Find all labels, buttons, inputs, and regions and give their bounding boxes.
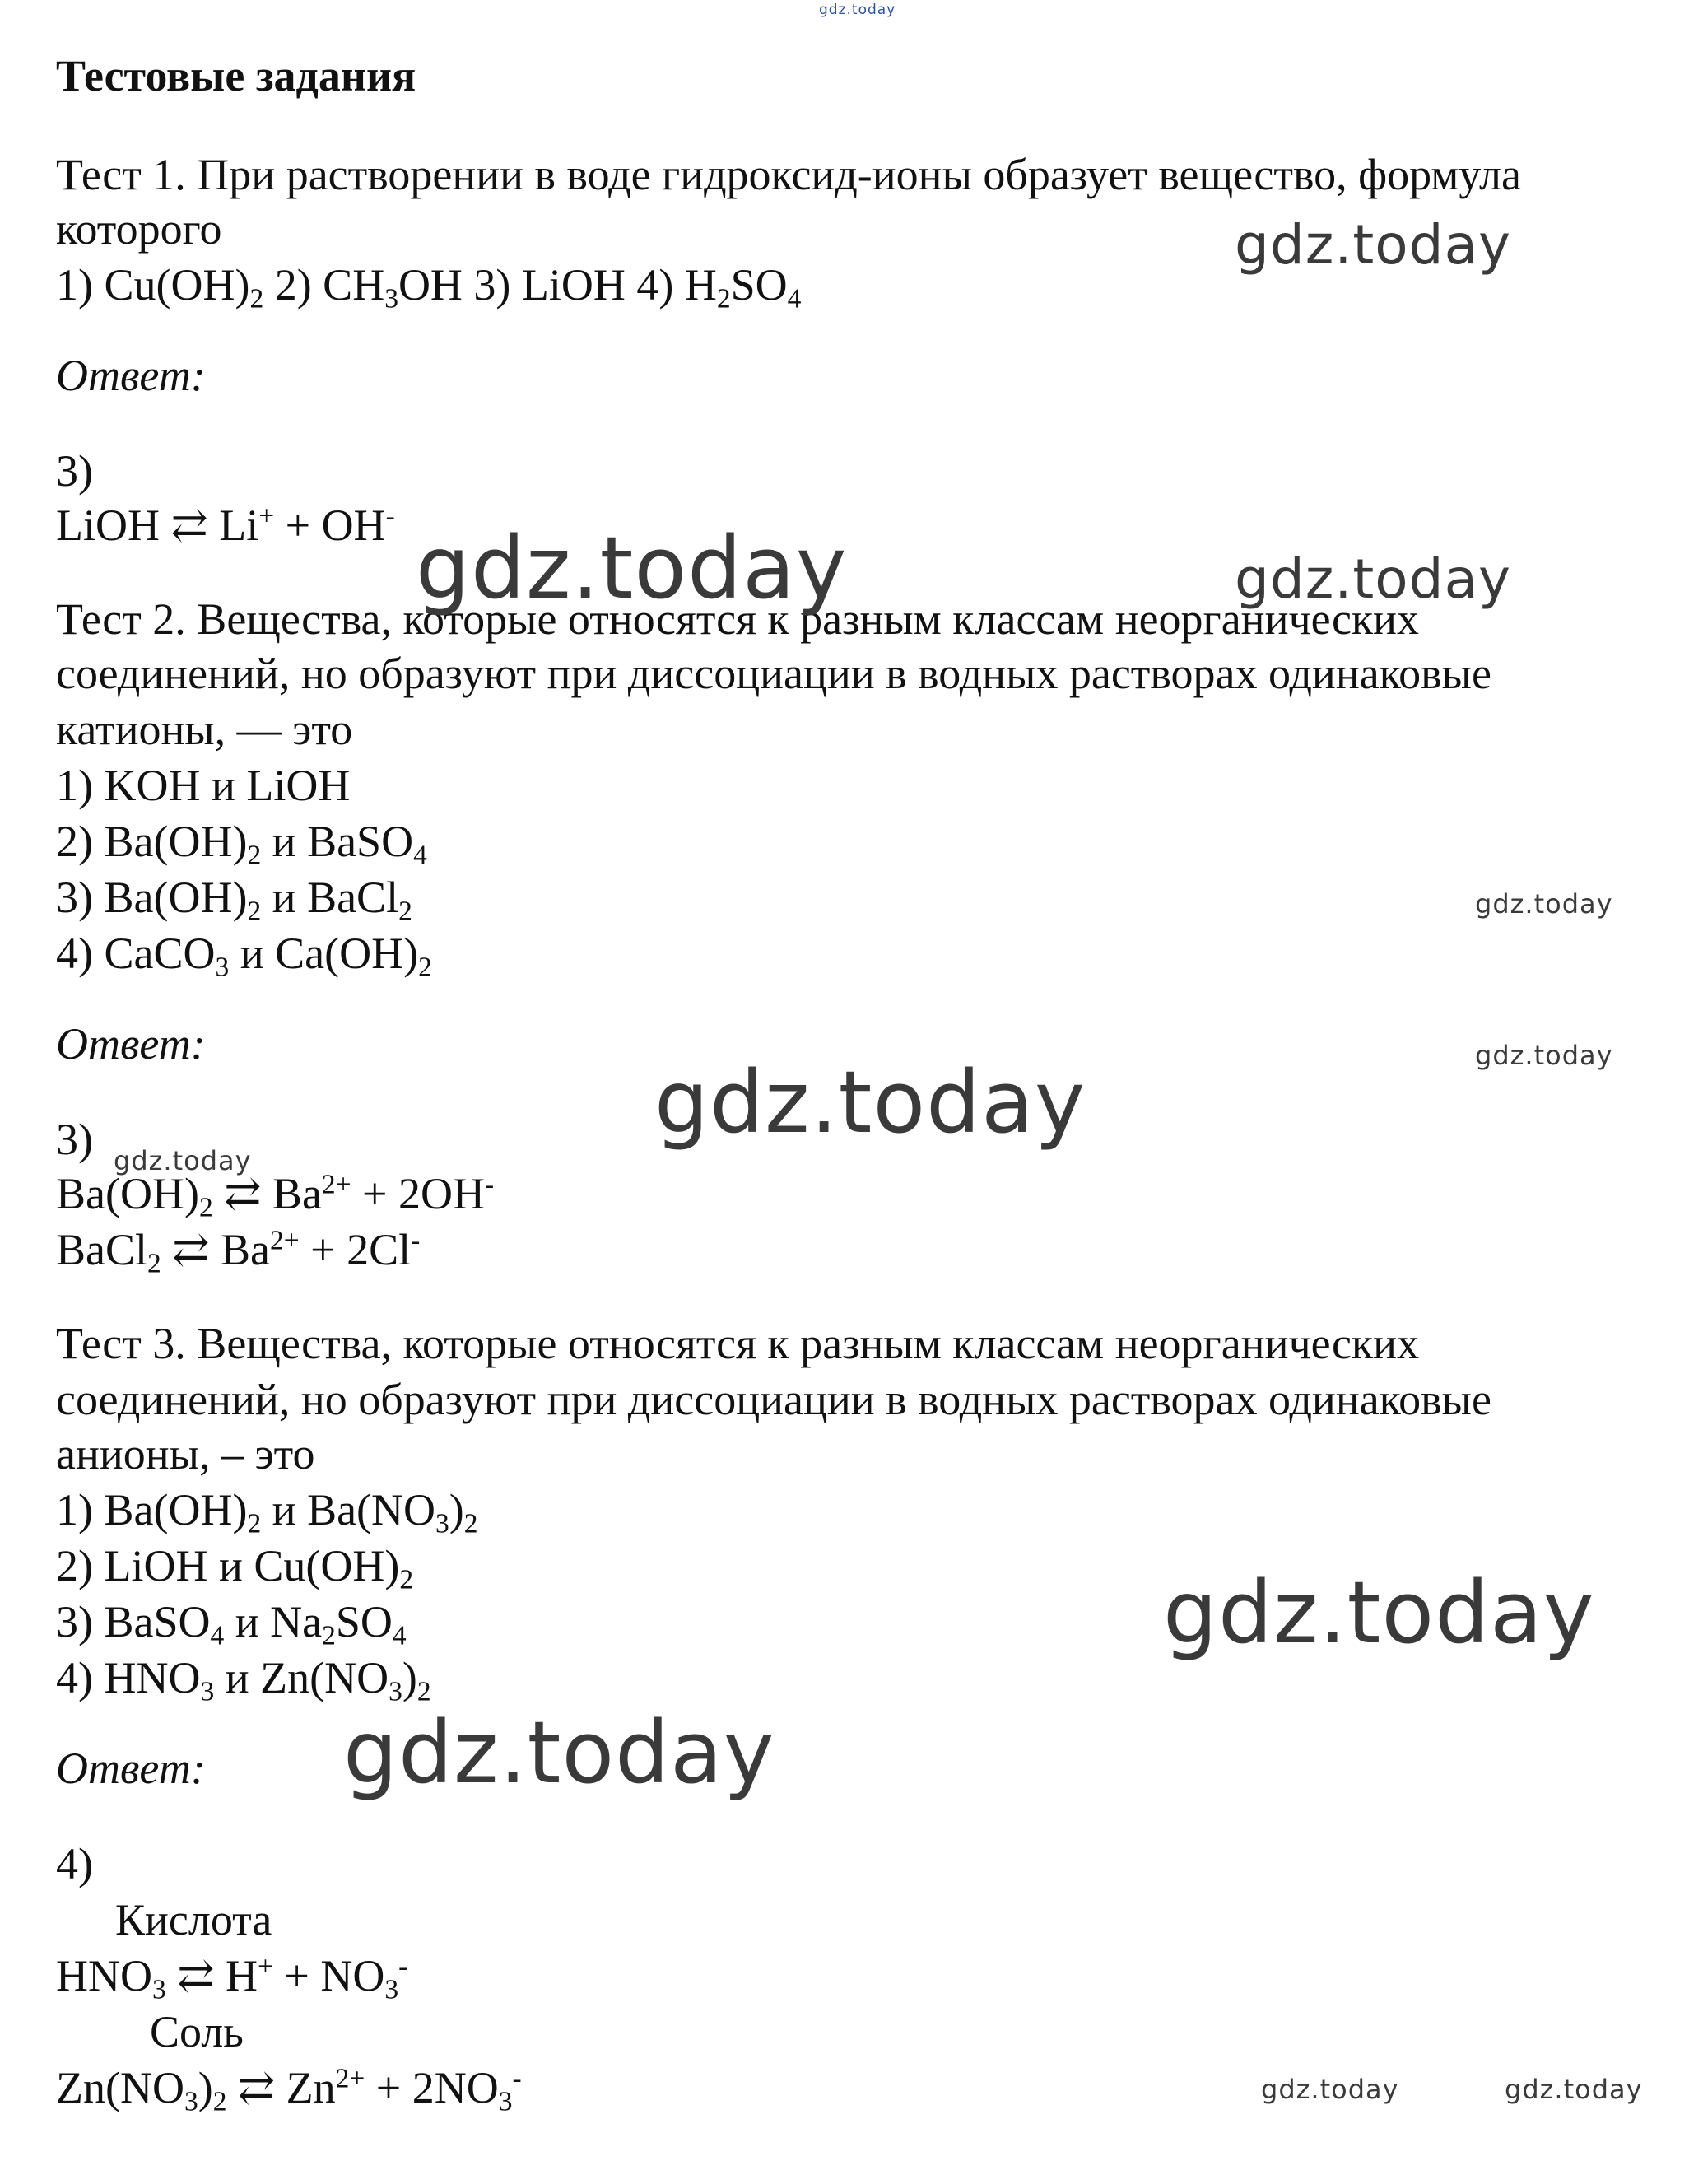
watermark-text: gdz.today xyxy=(114,1145,252,1176)
test1-equation: LiOH ⇄ Li+ + OH- xyxy=(56,501,395,550)
test3-answer-number: 4) xyxy=(56,1839,93,1888)
watermark-text: gdz.today xyxy=(1475,888,1613,920)
test3-salt-label: Соль xyxy=(150,2007,244,2056)
test3-equation-salt: $Zn(NO_3)_2$ ⇄ $Zn^{2+} + 2NO_3^-$ xyxy=(56,2063,522,2117)
test1-question-line2: которого xyxy=(56,204,222,254)
test3-question-line2: соединений, но образуют при диссоциации в водных растворах одинаковые xyxy=(56,1375,1491,1424)
watermark-text: gdz.today xyxy=(1505,2074,1643,2105)
test3-acid-label: Кислота xyxy=(115,1895,272,1944)
test3-option-3: 3) BaSO$_4$ и $Na_2SO_4$ xyxy=(56,1597,407,1651)
test2-question-line2: соединений, но образуют при диссоциации в водных растворах одинаковые xyxy=(56,649,1491,698)
test2-question-line1: Тест 2. Вещества, которые относятся к разным классам неорганических xyxy=(56,594,1420,644)
test2-option-1: 1) KOH и LiOH xyxy=(56,761,351,810)
test2-equation-2: BaCl$_2$ ⇄ $Ba^{2+} + 2Cl^-$ xyxy=(56,1225,421,1279)
watermark-text: gdz.today xyxy=(819,2,896,18)
watermark-text: gdz.today xyxy=(1261,2074,1399,2105)
test2-option-4: 4) CaCO$_3$ и $Ca(OH)_2$ xyxy=(56,929,432,983)
test2-equation-1: $Ba(OH)_2$ ⇄ $Ba^{2+} + 2OH^-$ xyxy=(56,1169,495,1223)
test1-answer-label: Ответ: xyxy=(56,351,206,400)
test3-option-4: 4) $HNO_3$ и $Zn(NO_3)_2$ xyxy=(56,1653,431,1707)
test2-question-line3: катионы, — это xyxy=(56,705,353,754)
test2-answer-label: Ответ: xyxy=(56,1019,206,1069)
test1-question-line1: Тест 1. При растворении в воде гидроксид-ионы образует вещество, формула xyxy=(56,150,1521,199)
test3-equation-acid: $HNO_3$ ⇄ $H^+ + NO_3^-$ xyxy=(56,1951,408,2005)
watermark-text: gdz.today xyxy=(1163,1562,1595,1663)
watermark-text: gdz.today xyxy=(1475,1040,1613,1071)
test3-option-1: 1) $Ba(OH)_2$ и $Ba(NO_3)_2$ xyxy=(56,1485,478,1539)
page-title: Тестовые задания xyxy=(56,51,416,100)
watermark-text: gdz.today xyxy=(654,1052,1086,1153)
watermark-text: gdz.today xyxy=(1235,213,1512,277)
test1-options: 1) $Cu(OH)_2$ 2) $CH_3OH$ 3) LiOH 4) $H_2SO_4$ xyxy=(56,260,802,314)
watermark-text: gdz.today xyxy=(1235,547,1512,611)
watermark-text: gdz.today xyxy=(343,1702,775,1803)
test2-answer-number: 3) xyxy=(56,1115,93,1164)
test2-option-2: 2) $Ba(OH)_2$ и BaSO$_4$ xyxy=(56,817,427,871)
test3-question-line1: Тест 3. Вещества, которые относятся к разным классам неорганических xyxy=(56,1319,1420,1368)
test3-question-line3: анионы, – это xyxy=(56,1429,315,1479)
test1-answer-number: 3) xyxy=(56,446,93,496)
test2-option-3: 3) $Ba(OH)_2$ и BaCl$_2$ xyxy=(56,873,412,927)
test3-answer-label: Ответ: xyxy=(56,1744,206,1793)
test3-option-2: 2) LiOH и $Cu(OH)_2$ xyxy=(56,1541,414,1595)
watermark-text: gdz.today xyxy=(416,518,848,618)
